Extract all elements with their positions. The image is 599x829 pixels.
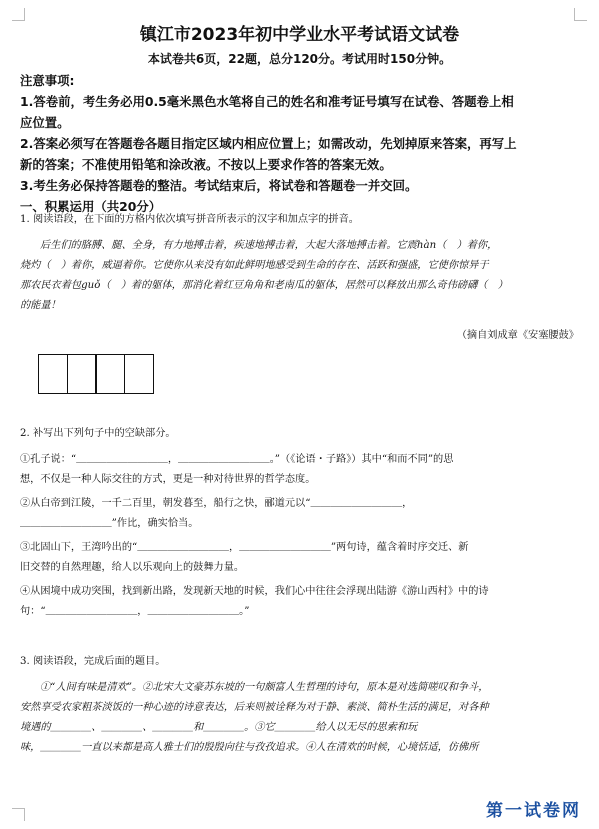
crop-mark (12, 808, 25, 821)
question-line: 味，＿＿＿＿一直以来都是高人雅士们的殷殷向往与孜孜追求。④人在清欢的时候，心境恬适，仿佛所 (20, 742, 479, 753)
notes-line: 应位置。 (20, 115, 70, 130)
question-line: 烧灼（ ）着你，威逼着你。它使你从来没有如此鲜明地感受到生命的存在、活跃和强盛，它使你惊异于 (20, 260, 489, 271)
question-line: ②从白帝到江陵，一千二百里，朝发暮至，船行之快，郦道元以“＿＿＿＿＿＿＿＿＿， (20, 498, 413, 509)
question-line: ④从困境中成功突围，找到新出路，发现新天地的时候，我们心中往往会浮现出陆游《游山西村》中的诗 (20, 586, 489, 597)
section-heading: 一、积累运用（共20分） (20, 199, 162, 214)
source-citation: （摘自刘成章《安塞腰鼓》 (456, 330, 579, 341)
question-line: 境遇的＿＿＿＿、＿＿＿＿、＿＿＿＿和＿＿＿＿。③它＿＿＿＿给人以无尽的思索和玩 (20, 722, 418, 733)
answer-box[interactable] (124, 354, 154, 394)
question-line: ①孔子说：“＿＿＿＿＿＿＿＿＿，＿＿＿＿＿＿＿＿＿。”（《论语・子路》）其中“和而不同”的思 (20, 454, 454, 465)
exam-title: 镇江市2023年初中学业水平考试语文试卷 (139, 25, 460, 45)
notes-line: 新的答案；不准使用铅笔和涂改液。不按以上要求作答的答案无效。 (20, 157, 392, 172)
question-prompt: 1. 阅读语段，在下面的方格内依次填写拼音所表示的汉字和加点字的拼音。 (20, 214, 359, 225)
notes-line: 3.考生务必保持答题卷的整洁。考试结束后，将试卷和答题卷一并交回。 (20, 178, 418, 193)
question-line: ①“人间有味是清欢”。②北宋大文豪苏东坡的一句颇富人生哲理的诗句，原本是对选简嗟叹和争斗， (40, 682, 489, 693)
question-1 (20, 210, 579, 346)
answer-box[interactable] (38, 354, 68, 394)
question-line: ③北固山下，王湾吟出的“＿＿＿＿＿＿＿＿＿，＿＿＿＿＿＿＿＿＿”两句诗，蕴含着时序交迁、新 (20, 542, 469, 553)
answer-box[interactable] (67, 354, 97, 394)
notes-line: 1.答卷前，考生务必用0.5毫米黑色水笔将自己的姓名和准考证号填写在试卷、答题卷上相 (20, 94, 514, 109)
notes-heading: 注意事项: (20, 73, 75, 88)
question-line: 安然享受农家粗茶淡饭的一种心迹的诗意表达，后来则被诠释为对于静、素淡、简朴生活的满足，对各种 (20, 702, 489, 713)
notes-section (20, 70, 579, 217)
question-line: 想，不仅是一种人际交往的方式，更是一种对待世界的哲学态度。 (20, 474, 316, 485)
answer-boxes (38, 354, 152, 394)
answer-box[interactable] (95, 354, 125, 394)
question-line: 旧交替的自然理趣，给人以乐观向上的鼓舞力量。 (20, 562, 245, 573)
question-line: 后生们的胳膊、腿、全身，有力地搏击着，疾速地搏击着，大起大落地搏击着。它震hàn（ ）着你， (40, 240, 498, 251)
question-prompt: 2. 补写出下列句子中的空缺部分。 (20, 428, 176, 439)
question-prompt: 3. 阅读语段，完成后面的题目。 (20, 656, 166, 667)
question-line: 那农民衣着包guǒ（ ）着的躯体，那消化着红豆角角和老南瓜的躯体，居然可以释放出那么奇伟磅礴（ ） (20, 280, 508, 291)
question-3 (20, 652, 579, 758)
question-2 (20, 424, 579, 622)
exam-subtitle: 本试卷共6页，22题，总分120分。考试用时150分钟。 (147, 52, 452, 66)
question-line: 的能量！ (20, 300, 61, 311)
watermark-brand: 第一试卷网 (486, 801, 581, 821)
notes-line: 2.答案必须写在答题卷各题目指定区域内相应位置上；如需改动，先划掉原来答案，再写上 (20, 136, 517, 151)
question-line: ＿＿＿＿＿＿＿＿＿”作比，确实恰当。 (20, 518, 199, 529)
question-line: 句：“＿＿＿＿＿＿＿＿＿，＿＿＿＿＿＿＿＿＿。” (20, 606, 250, 617)
